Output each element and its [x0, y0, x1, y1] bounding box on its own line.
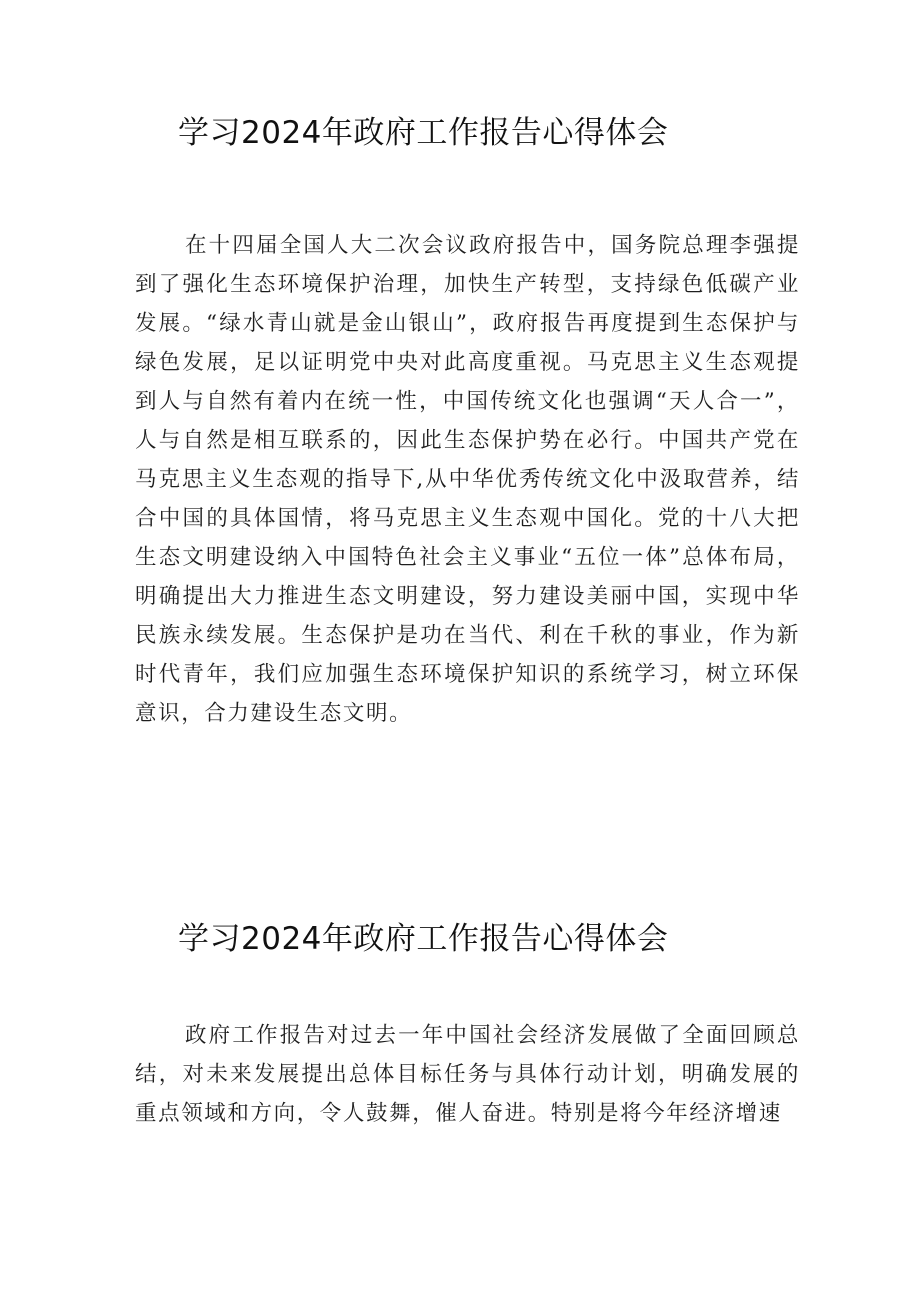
- section-2-paragraph: 政府工作报告对过去一年中国社会经济发展做了全面回顾总结，对未来发展提出总体目标任务与具体行动计划，明确发展的重点领域和方向，令人鼓舞，催人奋进。特别是将今年经济增速: [135, 1023, 800, 1126]
- section-2-title: 学习2024年政府工作报告心得体会: [178, 921, 669, 957]
- section-1-paragraph: 在十四届全国人大二次会议政府报告中，国务院总理李强提到了强化生态环境保护治理，加快生产转型，支持绿色低碳产业发展。“绿水青山就是金山银山”，政府报告再度提到生态保护与绿色发展，足以证明党中央对此高度重视。马克思主义生态观提到人与自然有着内在统一性，中国传统文化也强调“天人合一”，人与自然是相互联系的，因此生态保护势在必行。中国共产党在马克思主义生态观的指导下,从中华优秀传统文化中汲取营养，结合中国的具体国情，将马克思主义生态观中国化。党的十八大把生态文明建设纳入中国特色社会主义事业“五位一体”总体布局，明确提出大力推进生态文明建设，努力建设美丽中国，实现中华民族永续发展。生态保护是功在当代、利在千秋的事业，作为新时代青年，我们应加强生态环境保护知识的系统学习，树立环保意识，合力建设生态文明。: [135, 233, 800, 726]
- section-1-title: 学习2024年政府工作报告心得体会: [178, 115, 669, 151]
